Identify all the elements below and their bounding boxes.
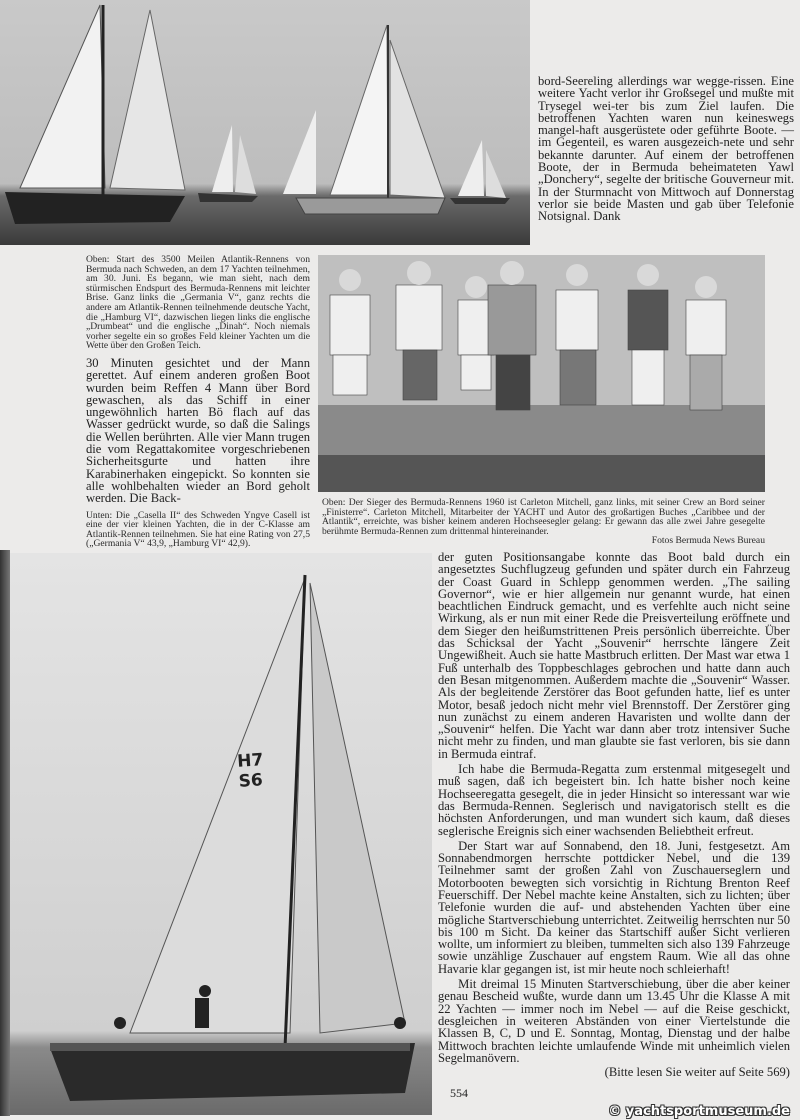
caption-casella	[86, 511, 310, 549]
caption-text: Oben: Der Sieger des Bermuda-Rennens 1960 ist Carleton Mitchell, ganz links, mit seiner Crew an Bord seiner „Finisterre“. Carleton Mitchell, Mitarbeiter der YACHT und Autor des großartigen Buches „Caribbee und der Atlantik“, erreichte, was bisher keinem anderen Hochseesegler gelang: Er gewann das alle zwei Jahre gesegelte berühmte Bermuda-Rennen zum drittenmal hintereinander.	[322, 497, 765, 537]
caption-crew	[322, 498, 765, 546]
continuation-note: (Bitte lesen Sie weiter auf Seite 569)	[604, 1065, 790, 1080]
caption-race-start	[86, 255, 310, 351]
article-paragraph: Ich habe die Bermuda-Regatta zum erstenmal mitgesegelt und muß sagen, daß ich begeistert bin. Ich hatte bisher noch keine Hochseeregatta gesegelt, die in jeder Hinsicht so interessant war wie das Bermuda-Rennen. Seglerisch und navigatorisch stellt es die höchsten Anforderungen, und man wundert sich kaum, daß dieses seglerische Ereignis sich einer wachsenden Beliebtheit erfreut.	[438, 762, 790, 838]
sail-number: H7 S6	[236, 750, 265, 792]
right-stack	[322, 498, 800, 1120]
main-column-text	[438, 551, 790, 1078]
caption-text: Oben: Start des 3500 Meilen Atlantik-Rennens von Bermuda nach Schweden, an dem 17 Yachten teilnehmen, am 30. Juni. Es begann, wie man sieht, nach dem stürmischen Endspurt des Bermuda-Rennens mit leichter Brise. Ganz links die „Germania V“, ganz rechts die andere am Atlantik-Rennen teilnehmende deutsche Yacht, die „Hamburg VI“, dazwischen liegen links die englische „Drumbeat“ und die englische „Dinah“. Noch niemals vorher segelte ein so großes Feld kleiner Yachten um die Wette über den Großen Teich.	[86, 254, 310, 352]
photo-race-start	[0, 0, 530, 245]
watermark: © yachtsportmuseum.de	[608, 1104, 790, 1120]
article-paragraph: der guten Positionsangabe konnte das Boot bald durch ein angesetztes Suchflugzeug gefunden und später durch ein Fahrzeug der Coast Guard in Schlepp genommen werden. „The sailing Governor“, wie er hier allgemein nur genannt wurde, hat einen beachtlichen Eindruck gemacht, und es verfehlte auch nicht seine Wirkung, als er nun mit einer Rede die Preisverteilung eröffnete und dem Sieger den heißumstrittenen Preis persönlich überreichte. Über das Schicksal der Yacht „Souvenir“ herrschte längere Zeit Ungewißheit. Auch sie hatte Mastbruch erlitten. Der Mast war etwa 1 Fuß unterhalb des Toppbeschlages gebrochen und hatte dann auch den Besan mitgenommen. Außerdem machte die „Souvenir“ Wasser. Als der begleitende Zerstörer das Boot gefunden hatte, lief es unter Motor, besaß jedoch nicht mehr viel Brennstoff. Der Zerstörer ging nun zunächst zu einem anderen Havaristen und wollte dann der „Souvenir“ helfen. Die Yacht war dann aber trotz intensiver Suche nicht mehr zu finden, und man glaubte sie fast verloren, bis sie dann in Bermuda eintraf.	[438, 549, 790, 761]
article-paragraph: Mit dreimal 15 Minuten Startverschiebung, über die aber keiner genau Bescheid wußte, wurde dann um 13.45 Uhr die Klasse A mit 22 Yachten — immer noch im Nebel — auf die Reise geschickt, desgleichen in weiteren Abständen von einer Viertelstunde die Klassen B, C, D und E. Sonntag, Montag, Dienstag und der halbe Mittwoch brachten leichte umlaufende Winde mit unheimlich vielen Segelmanövern.	[438, 977, 790, 1065]
article-paragraph: bord-Seereling allerdings war wegge-rissen. Eine weitere Yacht verlor ihr Großsegel und mußte mit Trysegel wei-ter bis zum Ziel laufen. Die betroffenen Yachten waren nun keineswegs mangel-haft ausgerüstete oder geführte Boote. — im Gegenteil, es waren ausgezeich-nete und sehr bekannte darunter. Auf einem der betroffenen Boote, der in Bermuda beheimateten Yawl „Doncheгy“, segelte der britische Gouverneur mit. In der Sturmnacht von Mittwoch auf Donnerstag verlor sie beide Masten und gab über Telefonie Notsignal. Dank	[538, 74, 794, 224]
photo-credit: Fotos Bermuda News Bureau	[651, 535, 765, 547]
page-number: 554	[450, 1086, 468, 1101]
caption-text: Unten: Die „Casella II“ des Schweden Yngve Casell ist eine der vier kleinen Yachten, die in der C-Klasse am Atlantik-Rennen teilnehmen. Sie hat eine Rating von 27,5 („Germania V“ 43,9, „Hamburg VI“ 42,9).	[86, 509, 310, 550]
left-column-text	[86, 357, 310, 505]
article-paragraph: 30 Minuten gesichtet und der Mann gerettet. Auf einem anderen großen Boot wurden beim Reffen 4 Mann über Bord gewaschen, als das Schiff in einer ungewöhnlich harten Bö flach auf das Wasser gedrückt wurde, so daß die Salings die Wellen berührten. Alle vier Mann trugen die vom Regattakomitee vorgeschriebenen Sicherheitsgurte und hatten ihre Karabinerhaken eingepickt. So konnten sie alle wohlbehalten wieder an Bord geholt werden. Die Back-	[86, 355, 310, 506]
top-right-column-text	[538, 75, 794, 223]
article-paragraph: Der Start war auf Sonnabend, den 18. Juni, festgesetzt. Am Sonnabendmorgen herrschte pottdicker Nebel, und die 139 Teilnehmer samt der großen Zahl von Zuschauerseglern und Motorbooten bewegten sich vorsichtig in Richtung Brenton Reef Feuerschiff. Der Nebel machte keine Anstalten, sich zu lichten; über Telefonie wurden die auf- und abstehenden Yachten über eine mögliche Startverschiebung unterrichtet. Zeitweilig herrschten nur 50 bis 100 m Sicht. Da keiner das Startschiff außer Sicht verlieren wollte, um informiert zu bleiben, tummelten sich also 139 Fahrzeuge sowie unzählige Zuschauer auf engstem Raum. Wie all das ohne Havarie klar gegangen ist, ist mir heute noch schleierhaft!	[438, 838, 790, 976]
